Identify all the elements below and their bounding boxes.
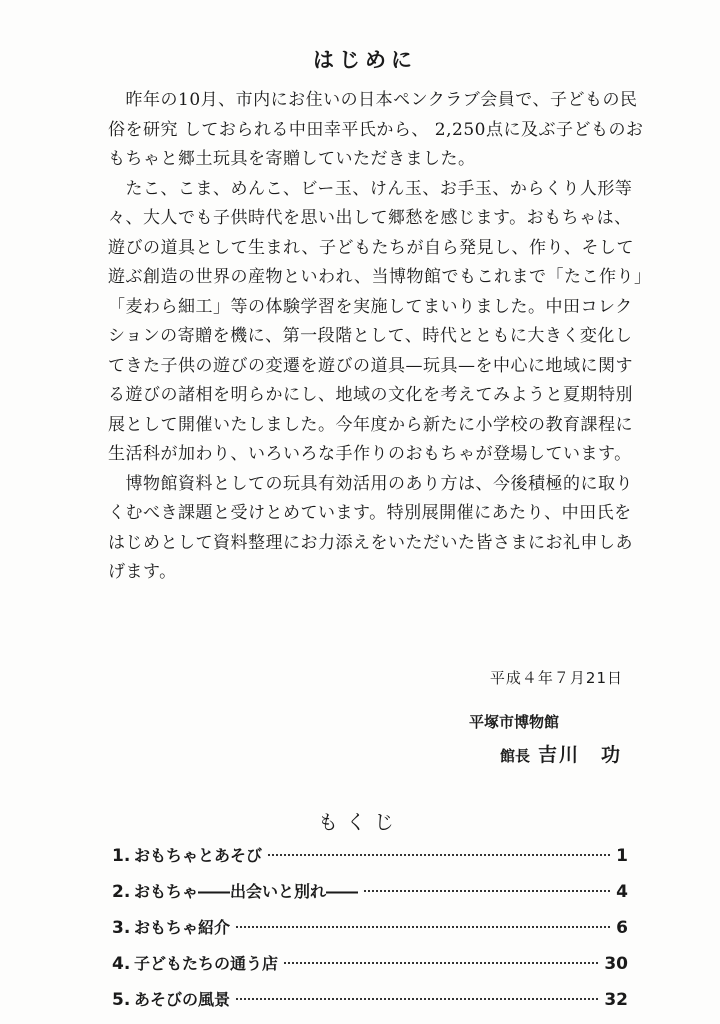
toc-item-page: 6 <box>616 918 628 938</box>
toc-leader-dots <box>236 998 598 1000</box>
body-line: ションの寄贈を機に、第一段階として、時代とともに大きく変化し <box>108 326 633 346</box>
toc-item-label: おもちゃ紹介 <box>134 918 231 937</box>
body-line: げます。 <box>108 562 177 582</box>
toc-item-number: 4. <box>112 954 131 974</box>
body-line: くむべき課題と受けとめています。特別展開催にあたり、中田氏を <box>108 503 632 523</box>
preface-date: 平成４年７月21日 <box>489 669 623 687</box>
toc-item-label: おもちゃとあそび <box>134 846 263 865</box>
toc-item-label: あそびの風景 <box>134 990 231 1009</box>
body-line: 博物館資料としての玩具有効活用のあり方は、今後積極的に取り <box>108 473 633 494</box>
body-line: 昨年の10月、市内にお住いの日本ペンクラブ会員で、子どもの民 <box>108 90 638 110</box>
toc-item[interactable] <box>112 946 628 982</box>
toc-item-page: 1 <box>616 846 628 866</box>
director-title: 館長 <box>500 747 531 765</box>
body-line: 俗を研究 しておられる中田幸平氏から、 2,250点に及ぶ子どものお <box>108 119 644 140</box>
body-line: 展として開催いたしました。今年度から新たに小学校の教育課程に <box>108 414 633 435</box>
body-line: てきた子供の遊びの変遷を遊びの道具—玩具—を中心に地域に関す <box>108 355 633 376</box>
toc-item-page: 4 <box>616 882 628 902</box>
toc-item[interactable] <box>112 838 628 874</box>
body-line: 「麦わら細工」等の体験学習を実施してまいりました。中田コレク <box>108 296 633 317</box>
body-line: 遊ぶ創造の世界の産物といわれ、当博物館でもこれまで「たこ作り」 <box>108 267 652 287</box>
toc-item[interactable] <box>112 874 628 910</box>
director-name: 吉川 功 <box>538 744 623 766</box>
toc-item-page: 30 <box>604 954 628 974</box>
toc-leader-dots <box>284 962 598 964</box>
toc-item-label: 子どもたちの通う店 <box>134 954 279 973</box>
toc-item[interactable] <box>112 982 628 1018</box>
preface-body <box>108 86 652 588</box>
toc-item-number: 5. <box>112 990 131 1010</box>
body-line: 遊びの道具として生まれ、子どもたちが自ら発見し、作り、そして <box>108 237 635 258</box>
toc-title: もくじ <box>318 810 402 834</box>
director-signature <box>500 740 622 767</box>
body-line: もちゃと郷土玩具を寄贈していただきました。 <box>108 149 476 169</box>
preface-title: はじめに <box>313 47 417 72</box>
body-line: たこ、こま、めんこ、ビー玉、けん玉、お手玉、からくり人形等 <box>108 178 633 199</box>
toc-item-number: 2. <box>112 882 131 902</box>
toc-item-page: 32 <box>604 990 628 1010</box>
body-line: はじめとして資料整理にお力添えをいただいた皆さまにお礼申しあ <box>108 532 633 553</box>
toc-leader-dots <box>236 926 610 928</box>
table-of-contents <box>112 838 628 1018</box>
toc-leader-dots <box>364 890 610 892</box>
museum-name: 平塚市博物館 <box>469 713 560 731</box>
toc-item-label: おもちゃ――出会いと別れ―― <box>134 882 359 901</box>
toc-leader-dots <box>268 854 610 856</box>
body-line: る遊びの諸相を明らかにし、地域の文化を考えてみようと夏期特別 <box>108 385 633 405</box>
body-line: 生活科が加わり、いろいろな手作りのおもちゃが登場しています。 <box>108 444 632 464</box>
toc-item-number: 1. <box>112 846 131 866</box>
toc-item[interactable] <box>112 910 628 946</box>
toc-item-number: 3. <box>112 918 131 938</box>
body-line: 々、大人でも子供時代を思い出して郷愁を感じます。おもちゃは、 <box>108 208 632 228</box>
